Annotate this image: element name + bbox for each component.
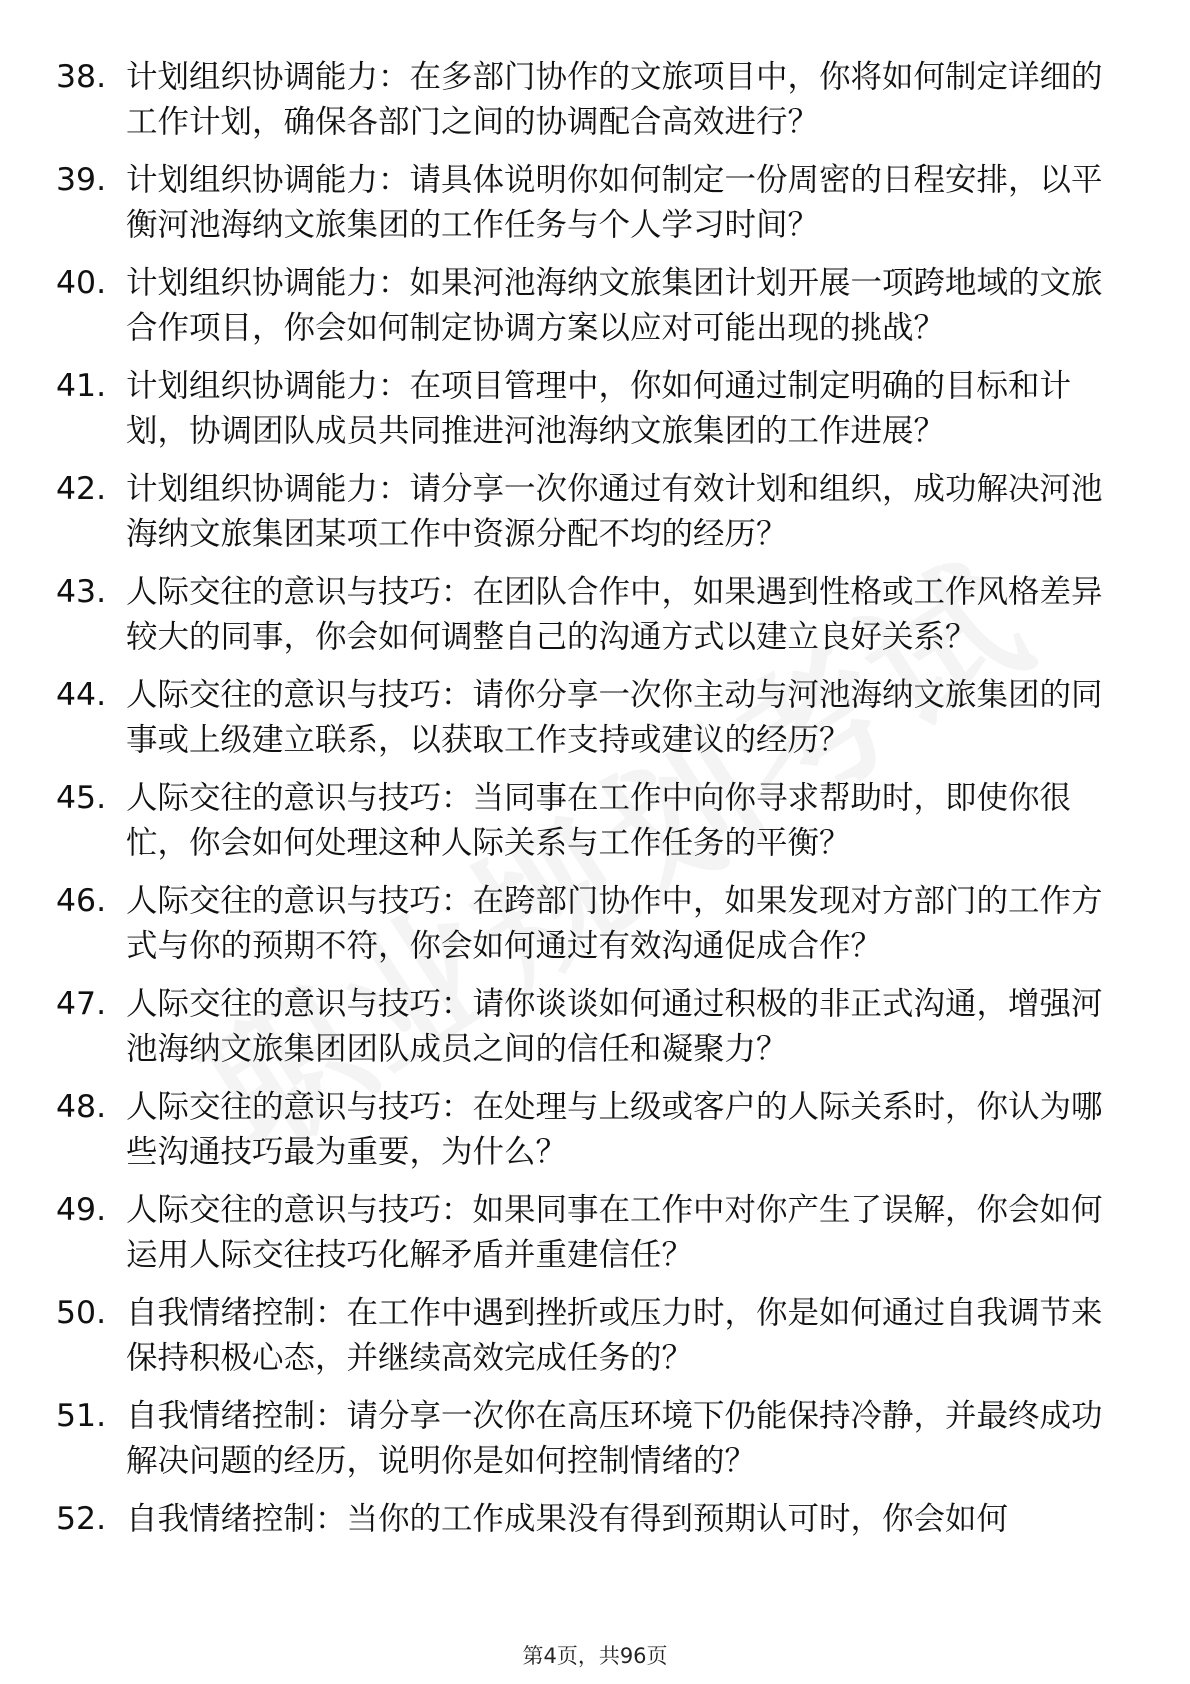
question-number: 41.: [56, 368, 107, 404]
question-text: 人际交往的意识与技巧：如果同事在工作中对你产生了误解，你会如何运用人际交往技巧化解矛盾并重建信任？: [126, 1192, 1103, 1273]
question-number: 45.: [56, 780, 107, 816]
question-text: 人际交往的意识与技巧：在团队合作中，如果遇到性格或工作风格差异较大的同事，你会如何调整自己的沟通方式以建立良好关系？: [126, 574, 1103, 655]
question-item: [56, 982, 1126, 1072]
question-text: 计划组织协调能力：请分享一次你通过有效计划和组织，成功解决河池海纳文旅集团某项工作中资源分配不均的经历？: [126, 471, 1103, 552]
question-text: 自我情绪控制：当你的工作成果没有得到预期认可时，你会如何: [126, 1501, 1009, 1537]
question-text: 计划组织协调能力：在多部门协作的文旅项目中，你将如何制定详细的工作计划，确保各部门之间的协调配合高效进行？: [126, 59, 1103, 140]
question-number: 52.: [56, 1501, 107, 1537]
question-number: 47.: [56, 986, 107, 1022]
question-item: [56, 467, 1126, 557]
question-number: 43.: [56, 574, 107, 610]
question-text: 计划组织协调能力：在项目管理中，你如何通过制定明确的目标和计划，协调团队成员共同推进河池海纳文旅集团的工作进展？: [126, 368, 1072, 449]
question-number: 44.: [56, 677, 107, 713]
question-number: 38.: [56, 59, 107, 95]
question-number: 46.: [56, 883, 107, 919]
question-item: [56, 1085, 1126, 1175]
question-item: [56, 1188, 1126, 1278]
question-number: 50.: [56, 1295, 107, 1331]
question-item: [56, 364, 1126, 454]
question-text: 人际交往的意识与技巧：在处理与上级或客户的人际关系时，你认为哪些沟通技巧最为重要，为什么？: [126, 1089, 1103, 1170]
question-text: 人际交往的意识与技巧：在跨部门协作中，如果发现对方部门的工作方式与你的预期不符，你会如何通过有效沟通促成合作？: [126, 883, 1103, 964]
question-number: 49.: [56, 1192, 107, 1228]
question-number: 40.: [56, 265, 107, 301]
question-text: 人际交往的意识与技巧：请你分享一次你主动与河池海纳文旅集团的同事或上级建立联系，以获取工作支持或建议的经历？: [126, 677, 1103, 758]
question-item: [56, 1291, 1126, 1381]
question-item: [56, 879, 1126, 969]
page-footer: 第4页，共96页: [522, 1644, 668, 1668]
question-list: [56, 55, 1126, 1555]
question-text: 计划组织协调能力：请具体说明你如何制定一份周密的日程安排，以平衡河池海纳文旅集团的工作任务与个人学习时间？: [126, 162, 1103, 243]
question-item: [56, 570, 1126, 660]
question-text: 人际交往的意识与技巧：当同事在工作中向你寻求帮助时，即使你很忙，你会如何处理这种人际关系与工作任务的平衡？: [126, 780, 1072, 861]
question-text: 计划组织协调能力：如果河池海纳文旅集团计划开展一项跨地域的文旅合作项目，你会如何制定协调方案以应对可能出现的挑战？: [126, 265, 1103, 346]
question-number: 39.: [56, 162, 107, 198]
question-item: [56, 55, 1126, 145]
question-item: [56, 1497, 1126, 1542]
question-number: 51.: [56, 1398, 107, 1434]
question-text: 自我情绪控制：请分享一次你在高压环境下仍能保持冷静，并最终成功解决问题的经历，说明你是如何控制情绪的？: [126, 1398, 1103, 1479]
question-number: 48.: [56, 1089, 107, 1125]
question-item: [56, 776, 1126, 866]
question-number: 42.: [56, 471, 107, 507]
question-item: [56, 673, 1126, 763]
question-item: [56, 1394, 1126, 1484]
question-text: 自我情绪控制：在工作中遇到挫折或压力时，你是如何通过自我调节来保持积极心态，并继续高效完成任务的？: [126, 1295, 1103, 1376]
question-item: [56, 158, 1126, 248]
question-item: [56, 261, 1126, 351]
question-text: 人际交往的意识与技巧：请你谈谈如何通过积极的非正式沟通，增强河池海纳文旅集团团队成员之间的信任和凝聚力？: [126, 986, 1103, 1067]
